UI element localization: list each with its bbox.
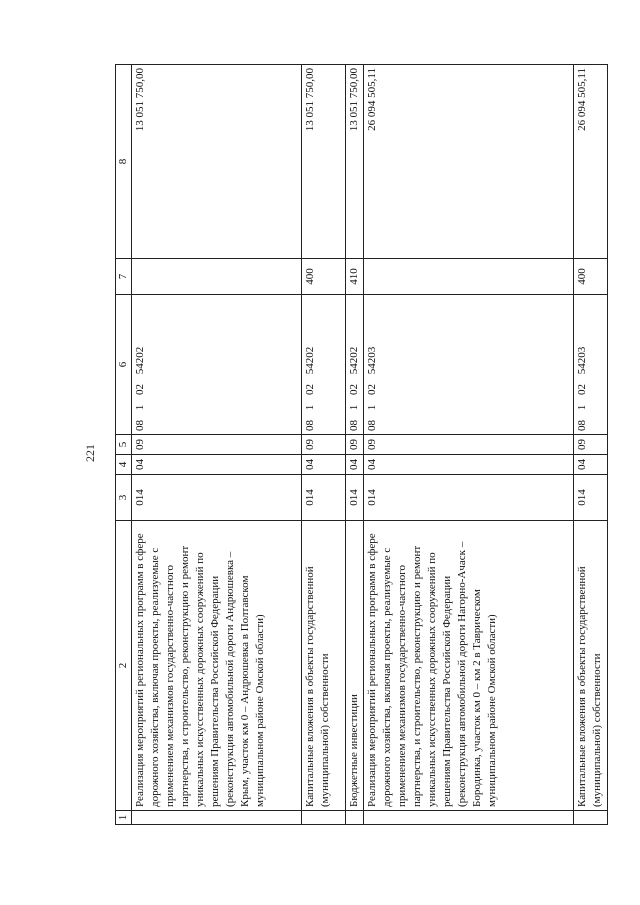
row-target-code: 08 1 02 54203: [574, 295, 608, 435]
row-subsection-code: 09: [132, 435, 302, 455]
row-target-code: 08 1 02 54203: [364, 295, 574, 435]
row-index: [132, 811, 302, 825]
row-expense-type: 400: [302, 259, 346, 295]
row-amount: 26 094 505,11: [574, 65, 608, 259]
row-ministry-code: 014: [346, 475, 364, 521]
table-row: [302, 65, 346, 825]
row-name: Реализация мероприятий региональных программ в сфере дорожного хозяйства, включая проекты, реализуемые с применением механизмов государственно-частного партнерства, и строительство, реконструкцию и ремонт уникальных искусственных дорожных сооружений по решениям Правительства Российской Федерации (реконструкция автомобильной дороги Андрюшевка – Крым, участок км 0 – Андрюшевка в Полтавском муниципальном районе Омской области): [132, 521, 302, 811]
row-target-code: 08 1 02 54202: [132, 295, 302, 435]
row-index: [346, 811, 364, 825]
header-col-6: 6: [116, 295, 132, 435]
row-amount: 26 094 505,11: [364, 65, 574, 259]
row-name: Капитальные вложения в объекты государственной (муниципальной) собственности: [302, 521, 346, 811]
row-expense-type: [364, 259, 574, 295]
row-ministry-code: 014: [302, 475, 346, 521]
row-amount: 13 051 750,00: [302, 65, 346, 259]
header-col-7: 7: [116, 259, 132, 295]
page-number: 221: [83, 444, 97, 462]
row-section-code: 04: [364, 455, 574, 475]
table-row: [132, 65, 302, 825]
header-col-5: 5: [116, 435, 132, 455]
row-section-code: 04: [346, 455, 364, 475]
table-row: [574, 65, 608, 825]
row-name: Капитальные вложения в объекты государственной (муниципальной) собственности: [574, 521, 608, 811]
row-subsection-code: 09: [346, 435, 364, 455]
row-section-code: 04: [302, 455, 346, 475]
row-expense-type: 410: [346, 259, 364, 295]
row-index: [574, 811, 608, 825]
row-index: [302, 811, 346, 825]
header-col-4: 4: [116, 455, 132, 475]
header-col-2: 2: [116, 521, 132, 811]
row-section-code: 04: [574, 455, 608, 475]
row-amount: 13 051 750,00: [132, 65, 302, 259]
row-expense-type: 400: [574, 259, 608, 295]
row-subsection-code: 09: [302, 435, 346, 455]
header-row: [116, 65, 132, 825]
row-subsection-code: 09: [364, 435, 574, 455]
row-expense-type: [132, 259, 302, 295]
header-col-3: 3: [116, 475, 132, 521]
row-name: Бюджетные инвестиции: [346, 521, 364, 811]
row-ministry-code: 014: [364, 475, 574, 521]
row-index: [364, 811, 574, 825]
row-name: Реализация мероприятий региональных программ в сфере дорожного хозяйства, включая проекты, реализуемые с применением механизмов государственно-частного партнерства, и строительство, реконструкцию и ремонт уникальных искусственных дорожных сооружений по решениям Правительства Российской Федерации (реконструкция автомобильной дороги Нагорно-Ачаск – Бородинка, участок км 0 – км 2 в Таврическом муниципальном районе Омской области): [364, 521, 574, 811]
table-row: [346, 65, 364, 825]
table-row: [364, 65, 574, 825]
row-ministry-code: 014: [574, 475, 608, 521]
header-col-1: 1: [116, 811, 132, 825]
budget-table-rotated: [115, 65, 603, 825]
row-ministry-code: 014: [132, 475, 302, 521]
row-target-code: 08 1 02 54202: [302, 295, 346, 435]
budget-table: [115, 64, 608, 825]
row-amount: 13 051 750,00: [346, 65, 364, 259]
header-col-8: 8: [116, 65, 132, 259]
row-section-code: 04: [132, 455, 302, 475]
row-subsection-code: 09: [574, 435, 608, 455]
row-target-code: 08 1 02 54202: [346, 295, 364, 435]
